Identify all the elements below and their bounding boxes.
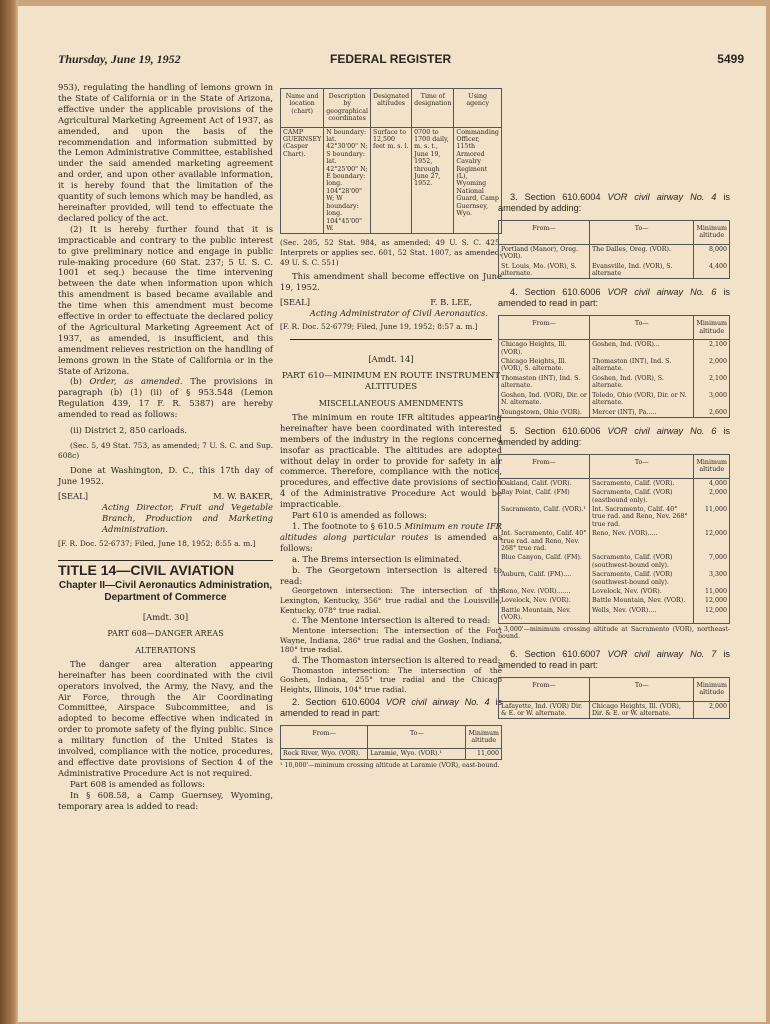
table-cell: Reno, Nev. (VOR)....... [499,587,590,596]
seal-label: [SEAL] [280,296,310,307]
table-cell: Lovelock, Nev. (VOR). [590,587,694,596]
paragraph-text: 1. The footnote to § 610.5 [292,521,405,531]
airway-table-7 [498,677,730,720]
section-text: is amended by adding: [498,425,730,447]
document-page [18,6,766,1022]
table-cell: Rock River, Wyo. (VOR). [281,749,368,759]
table-cell: Battle Mountain, Nev. (VOR). [590,596,694,605]
airway-table-6 [498,315,730,417]
column-middle [280,82,502,769]
header-title: FEDERAL REGISTER [330,52,452,66]
table-cell: 11,000 [694,505,730,529]
table-cell: Evansville, Ind. (VOR), S. alternate [589,262,694,279]
table-cell: Bay Point, Calif. (FM) [499,488,590,505]
table-cell: Chicago Heights, Ill. (VOR). [499,340,590,357]
signature-block [280,297,502,319]
section-text: is amended by adding: [498,192,730,213]
table-cell: 2,000 [694,701,730,719]
table-cell: 4,400 [694,262,730,279]
table-cell: Auburn, Calif. (FM).... [499,570,590,587]
table-row [499,553,730,570]
table-cell: Battle Mountain, Nev. (VOR). [499,606,590,623]
table-row [499,596,730,605]
column-right [498,82,730,719]
paragraph-italic: Order, as amended. [89,376,183,387]
signature-line [58,491,273,502]
table-cell: Blue Canyon, Calif. (FM). [499,553,590,570]
section-italic: VOR civil airway No. 4 [385,696,490,707]
section-italic: VOR civil airway No. 7 [607,648,717,659]
paragraph: Done at Washington, D. C., this 17th day of June 1952. [58,465,273,487]
section-heading [498,649,730,671]
table-cell: Mercer (INT), Pa..... [590,408,694,418]
table-row [499,606,730,623]
paragraph: b. The Georgetown intersection is altered to read: [280,564,502,586]
table-cell: Youngstown, Ohio (VOR). [499,408,590,418]
running-header [58,52,744,70]
table-row [499,570,730,587]
table-cell: Reno, Nev. (VOR)..... [590,529,694,553]
table-header: Minimum altitude [694,316,730,340]
paragraph [280,521,502,554]
table-header: To— [590,316,694,340]
table-header: Time of designation [412,89,454,128]
section-heading [498,287,730,309]
section-lead: 6. Section 610.6007 [510,648,608,659]
paragraph: Mentone intersection: The intersection of the Fort Wayne, Indiana, 286° true radial and the Goshen, Indiana, 180° true radial. [280,626,502,655]
paragraph: Part 608 is amended as follows: [70,778,205,789]
table-header: Description by geographical coordinates [324,89,371,128]
part-heading: PART 608—DANGER AREAS [107,629,224,639]
table-cell: 2,100 [694,374,730,391]
section-text: is amended to read in part: [498,287,730,309]
table-header: Minimum altitude [694,454,730,478]
table-cell: 12,000 [694,606,730,623]
table-cell: 0700 to 1700 daily, m. s. t., June 19, 1952, through June 27, 1952. [412,127,454,234]
column-left [58,82,273,812]
table-header: Minimum altitude [466,725,502,749]
table-header: Name and location (chart) [281,89,324,128]
table-header: To— [590,454,694,478]
signer-name: F. B. LEE, [430,296,472,307]
header-date: Thursday, June 19, 1952 [58,52,181,66]
section-italic: VOR civil airway No. 6 [607,425,717,436]
paragraph-lead: (b) [70,376,90,387]
section-italic: VOR civil airway No. 4 [607,192,717,202]
table-cell: CAMP GUERNSEY (Casper Chart). [281,127,324,234]
paragraph [58,376,273,420]
table-row [499,374,730,391]
table-header: From— [281,725,368,749]
table-cell: 2,600 [694,408,730,418]
table-cell: Lafayette, Ind. (VOR) Dir. & E. or W. alternate. [499,701,590,719]
airway-table-6-amended [498,454,730,624]
signer-name: M. W. BAKER, [213,491,273,501]
table-cell: Thomaston (INT), Ind. S. alternate. [590,357,694,374]
subheading: ALTERATIONS [135,645,196,655]
table-cell: 12,000 [694,529,730,553]
page-spine [0,0,18,1024]
chapter-heading: Chapter II—Civil Aeronautics Administration, Department of Commerce [58,580,273,604]
table-row [499,529,730,553]
table-cell: 4,000 [694,478,730,488]
section-italic: VOR civil airway No. 6 [607,287,717,298]
citation: (Sec. 205, 52 Stat. 984, as amended; 49 U. S. C. 425. Interprets or applies sec. 601, 52 Stat. 1007, as amended; 49 U. S. C. 551) [280,238,502,267]
table-header: From— [499,454,590,478]
part-heading: PART 610—MINIMUM EN ROUTE INSTRUMENT ALTITUDES [281,371,501,393]
section-text: is amended to read in part: [280,696,502,718]
paragraph: Georgetown intersection: The intersection of the Lexington, Kentucky, 356° true radial and the Louisville, Kentucky, 078° true radial. [280,586,502,615]
danger-area-table [280,88,502,234]
table-cell: Commanding Officer, 115th Armored Cavalry Regiment (L), Wyoming National Guard, Camp Guernsey, Wyo. [454,127,502,234]
table-cell: Thomaston (INT), Ind. S. alternate. [499,374,590,391]
table-cell: Portland (Manor), Oreg. (VOR). [499,244,590,261]
table-row [499,357,730,374]
table-cell: 3,000 [694,391,730,408]
table-row [499,587,730,596]
table-cell: 3,300 [694,570,730,587]
table-cell: 12,000 [694,596,730,605]
paragraph: The minimum en route IFR altitudes appearing hereinafter have been coordinated with interested members of the industry in the regions concerned insofar as practicable. The altitudes are adopted without delay in order to provide for safety in air commerce. Therefore, compliance with the notice, procedures, and effective date provisions of section 4 of the Administrative Procedure Act would be impracticable. [280,411,502,510]
paragraph: (ii) District 2, 850 carloads. [70,425,188,436]
section-heading [498,426,730,448]
table-cell: 2,100 [694,340,730,357]
table-row [499,701,730,719]
paragraph-italic: Minimum en route IFR altitudes along particular routes [280,521,502,542]
signature-line [280,297,502,308]
section-lead: 3. Section 610.6004 [510,192,608,202]
table-row [499,408,730,418]
table-cell: Goshen, Ind. (VOR), Dir. or N. alternate. [499,391,590,408]
table-row [499,505,730,529]
paragraph-text: The provisions in paragraph (b) (1) (ii) of § 953.548 (Lemon Regulation 439, 17 F. R. 5387) are hereby amended to read as follows: [58,376,273,420]
table-row [499,262,730,279]
table-row [499,391,730,408]
table-cell: Oakland, Calif. (VOR). [499,478,590,488]
table-header: From— [499,677,590,701]
paragraph: The danger area alteration appearing hereinafter has been coordinated with the civil operators involved, the Army, the Navy, and the Air Force, through the Air Coordinating Committee, Airspace Subcommittee, and is adopted to become effective when indicated in order to promote safety of the flying public. Since a military function of the United States is involved, compliance with the notice, procedures, and effective date provisions of Section 4 of the Administrative Procedure Act is not required. [58,658,273,778]
table-cell: Goshen, Ind. (VOR)... [590,340,694,357]
title-heading: TITLE 14—CIVIL AVIATION [58,560,273,576]
table-header: Using agency [454,89,502,128]
table-cell: 2,000 [694,357,730,374]
table-cell: N boundary: lat. 42°30'00" N; S boundary: lat. 42°25'00" N; E boundary: long. 104°28'00" W; W boundary: long. 104°45'00" W. [324,127,371,234]
table-cell: 7,000 [694,553,730,570]
section-heading [498,192,730,214]
airway-table-4-from [280,725,502,760]
paragraph-text: is amended as follows: [280,531,502,553]
paragraph: a. The Brems intersection is eliminated. [292,553,462,564]
table-row [499,478,730,488]
table-header: From— [499,316,590,340]
table-cell: 2,000 [694,488,730,505]
table-header: To— [368,725,466,749]
table-header: Designated altitudes [371,89,412,128]
table-cell: Sacramento, Calif. (VOR) (southwest-bound only). [590,570,694,587]
table-cell: Sacramento, Calif. (VOR) (eastbound only). [590,488,694,505]
footnote: ¹ 10,000'—minimum crossing altitude at Laramie (VOR), east-bound. [280,761,500,769]
table-header: Minimum altitude [694,677,730,701]
amendment-number: [Amdt. 14] [368,354,414,365]
table-cell: Chicago Heights, Ill. (VOR), S. alternate. [499,357,590,374]
paragraph: 953), regulating the handling of lemons grown in the State of California or in the State of Arizona, effective under the applicable provisions of the Agricultural Marketing Agreement Act of 1937, as amended, and upon the basis of the recommendation and information submitted by the Lemon Administrative Committee, established under the said amended marketing agreement and order, and upon other available information, it is hereby found that the limitation of the quantity of such lemons which may be handled, as hereinafter provided, will tend to effectuate the declared policy of the act. [58,82,273,223]
table-cell: Sacramento, Calif. (VOR) (southwest-bound only). [590,553,694,570]
table-row [499,340,730,357]
paragraph: (2) It is hereby further found that it is impracticable and contrary to the public interest to give preliminary notice and engage in public rule-making procedure (60 Stat. 237; 5 U. S. C. 1001 et seq.) because the time intervening between the date when information upon which this amendment is based became available and the time when this amendment must become effective in order to effectuate the declared policy of the Agricultural Marketing Agreement Act of 1937, as amended, is insufficient, and this amendment relieves restriction on the handling of lemons grown in the State of California or in the State of Arizona. [58,223,273,376]
table-cell: Toledo, Ohio (VOR), Dir. or N. alternate. [590,391,694,408]
table-cell: 11,000 [694,587,730,596]
table-cell: Surface to 12,500 feet m. s. l. [371,127,412,234]
section-heading [280,697,502,719]
section-lead: 4. Section 610.6006 [510,287,608,298]
airway-table-4 [498,220,730,279]
paragraph: In § 608.58, a Camp Guernsey, Wyoming, temporary area is added to read: [58,789,273,811]
table-cell: Wells, Nev. (VOR).... [590,606,694,623]
section-lead: 2. Section 610.6004 [292,696,386,707]
section-lead: 5. Section 610.6006 [510,425,608,436]
filing-note: [F. R. Doc. 52-6779; Filed, June 19, 1952; 8:57 a. m.] [280,321,478,331]
table-cell: 8,000 [694,244,730,261]
table-cell: Int. Sacramento, Calif. 40° true rad. and Reno, Nev. 268° true rad. [499,529,590,553]
table-cell: Sacramento, Calif. (VOR). [590,478,694,488]
amendment-number: [Amdt. 30] [142,612,189,623]
section-text: is amended to read in part: [498,648,730,670]
paragraph: This amendment shall become effective on June 19, 1952. [280,271,502,292]
paragraph: Part 610 is amended as follows: [292,510,427,521]
table-cell: Chicago Heights, Ill. (VOR), Dir. & E. or W. alternate. [589,701,693,719]
table-cell: Int. Sacramento, Calif. 40° true rad. and Reno, Nev. 268° true rad. [590,505,694,529]
footnote: ¹ 3,000'—minimum crossing altitude at Sacramento (VOR), northeast-bound. [498,625,730,641]
citation: (Sec. 5, 49 Stat. 753, as amended; 7 U. S. C. and Sup. 608c) [58,441,273,460]
table-header: To— [589,221,694,245]
header-page-number: 5499 [717,52,744,66]
paragraph: c. The Mentone intersection is altered to read: [292,615,491,626]
table-header: To— [589,677,693,701]
table-cell: St. Louis, Mo. (VOR), S. alternate. [499,262,590,279]
signature-block [58,491,273,535]
table-header: Minimum altitude [694,221,730,245]
filing-note: [F. R. Doc. 52-6737; Filed, June 18, 1952; 8:55 a. m.] [58,538,256,548]
table-header: From— [499,221,590,245]
seal-label: [SEAL] [58,491,88,501]
signer-title: Acting Director, Fruit and Vegetable Branch, Production and Marketing Administration. [102,501,273,534]
table-cell: The Dalles, Oreg. (VOR). [589,244,694,261]
table-cell: Lovelock, Nev. (VOR). [499,596,590,605]
table-cell: Laramie, Wyo. (VOR).¹ [368,749,466,759]
table-cell: Sacramento, Calif. (VOR).¹ [499,505,590,529]
paragraph: Thomaston intersection: The intersection of the Goshen, Indiana, 255° true radial and the Chicago Heights, Illinois, 104° true radial. [280,665,502,694]
paragraph: d. The Thomaston intersection is altered to read: [292,654,501,665]
subheading: MISCELLANEOUS AMENDMENTS [318,399,464,409]
signer-title: Acting Administrator of Civil Aeronautics. [309,307,488,318]
table-row [499,244,730,261]
table-cell: 11,000 [466,749,502,759]
table-cell: Goshen, Ind. (VOR), S. alternate. [590,374,694,391]
table-row [499,488,730,505]
